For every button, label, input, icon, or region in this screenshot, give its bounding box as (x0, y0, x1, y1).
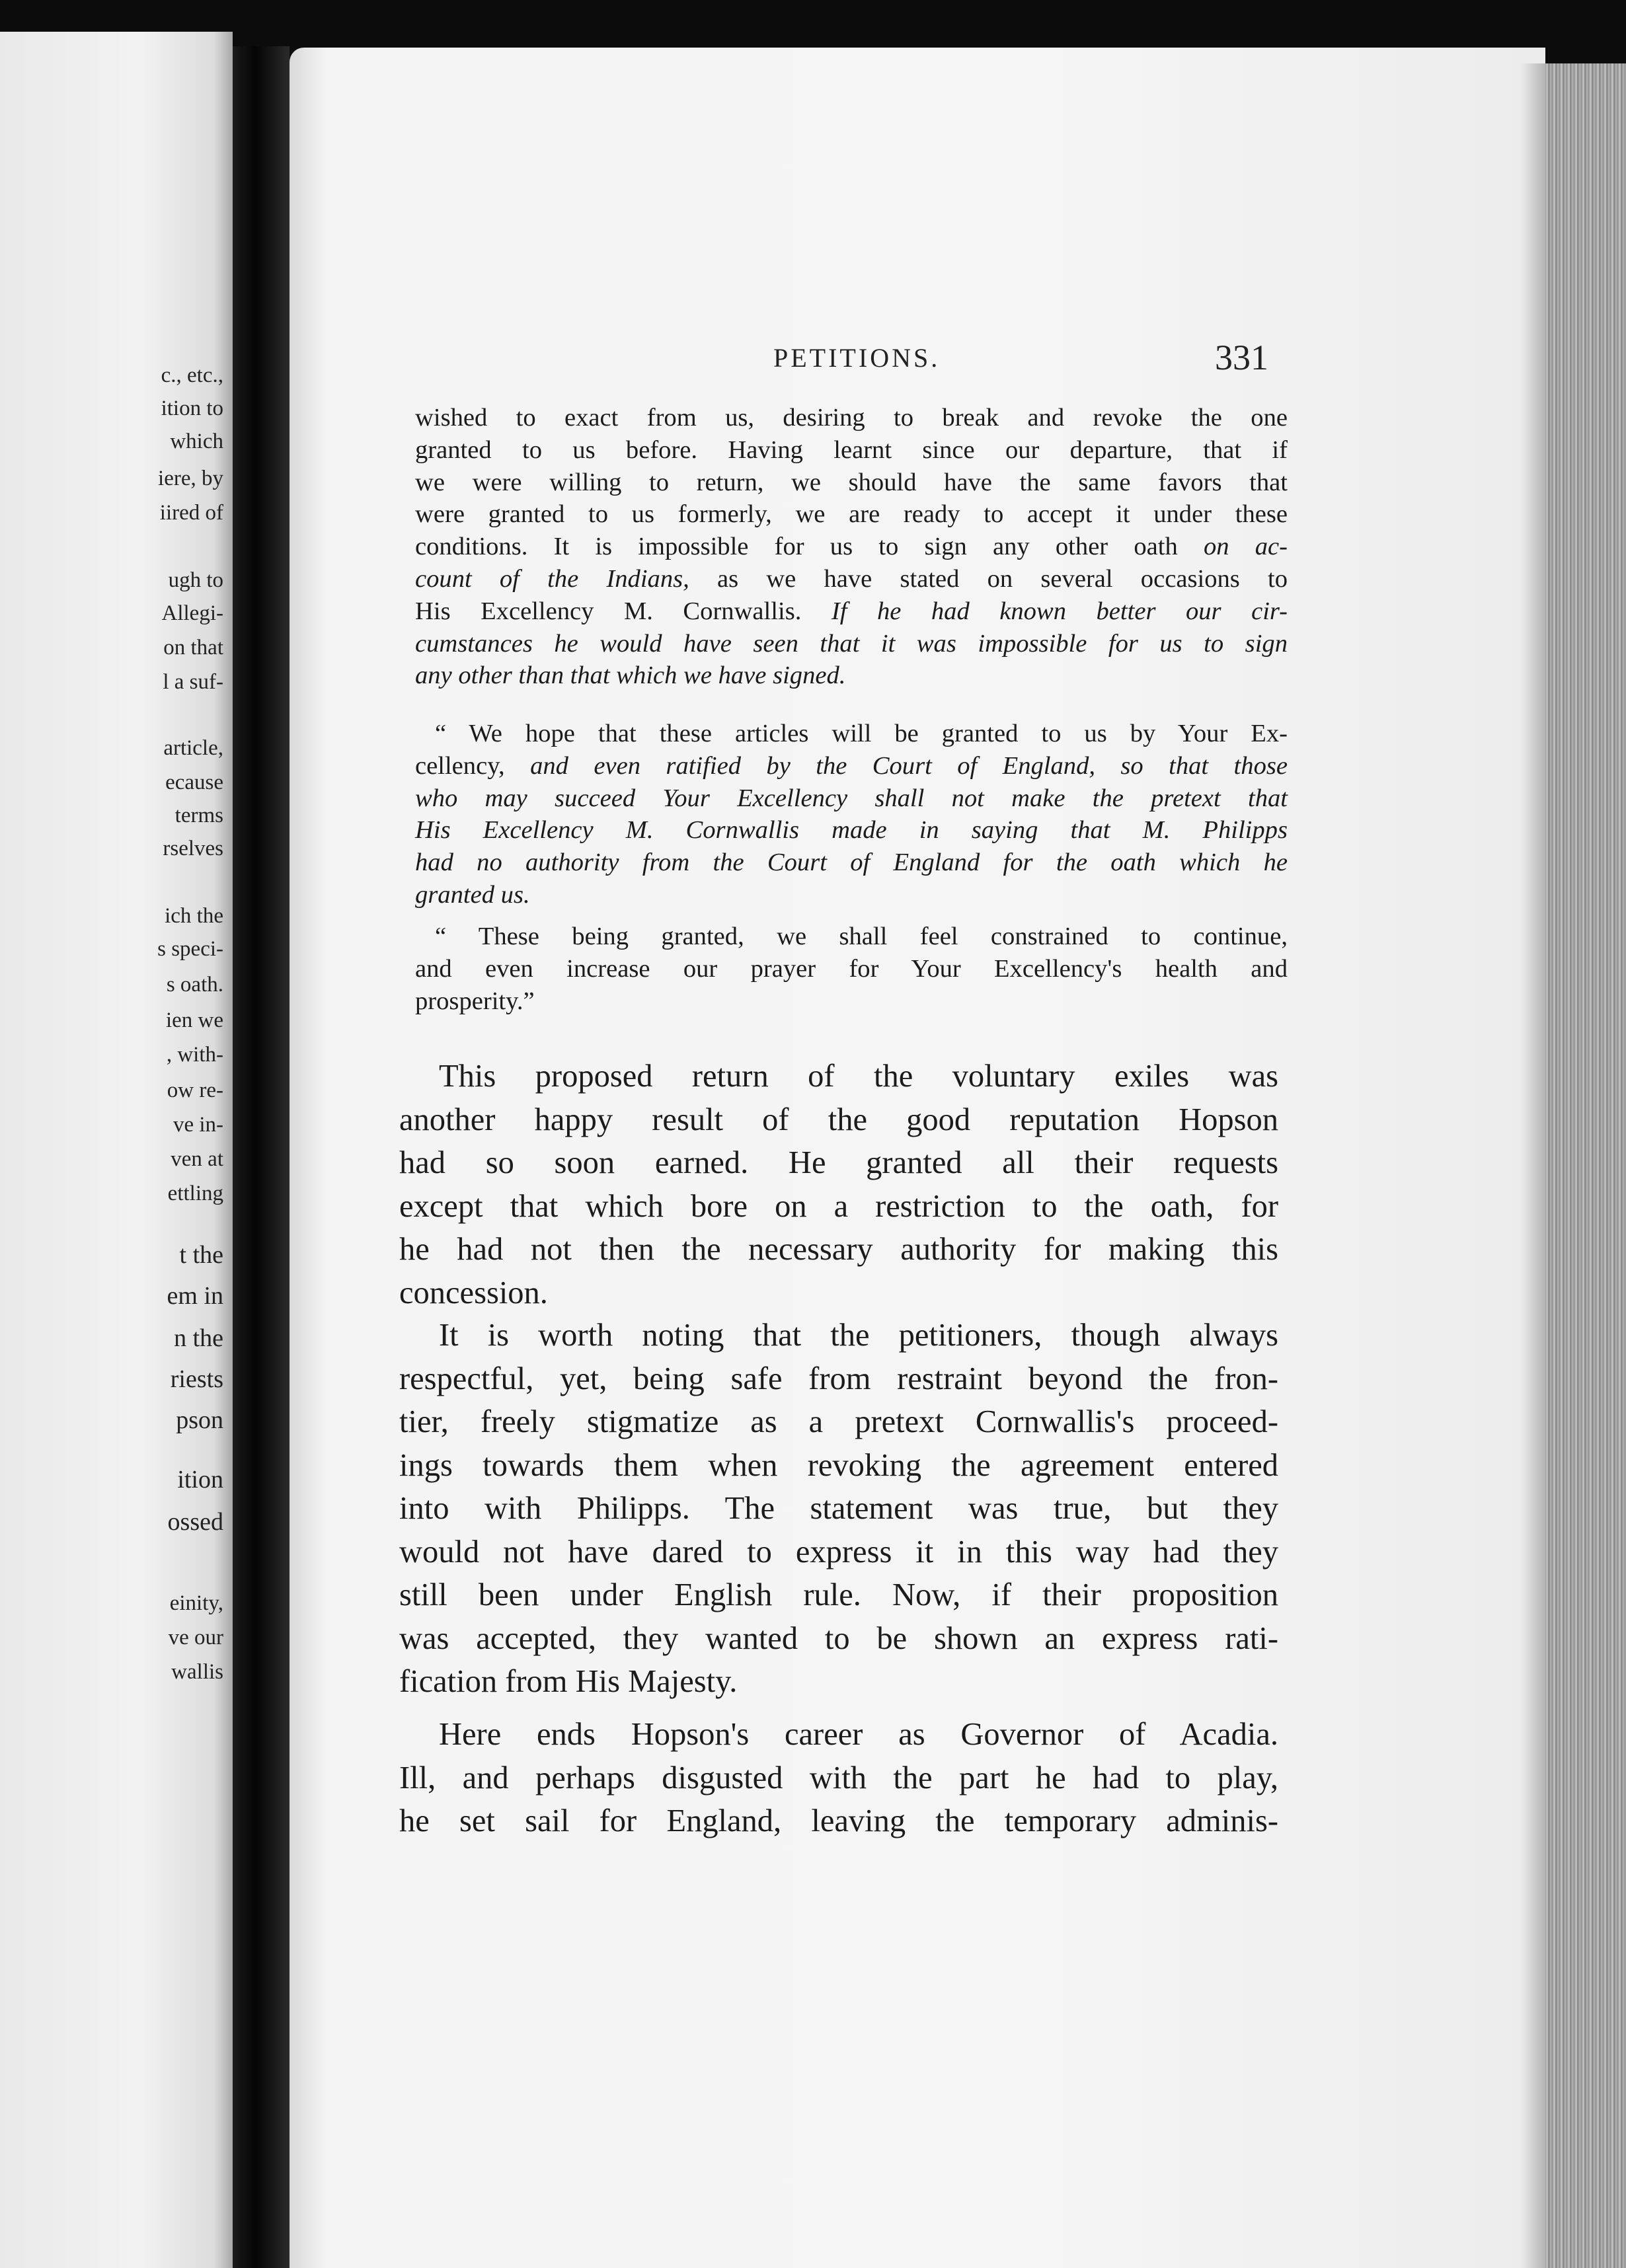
text-line (415, 782, 1288, 815)
text-line (415, 531, 1288, 563)
text-line: another happy result of the good reputation Hopson (399, 1102, 1278, 1137)
left-page-text-fragment: n the (174, 1324, 223, 1352)
left-page-text-fragment: ition (177, 1466, 223, 1493)
left-page-text-fragment: l a suf- (163, 670, 223, 694)
left-page-text-fragment: ich the (165, 904, 223, 928)
body-paragraph-1 (399, 1055, 1278, 1314)
running-head: PETITIONS. (773, 343, 941, 373)
text-line: ings towards them when revoking the agreement entered (399, 1447, 1278, 1483)
body-paragraph-2 (399, 1314, 1278, 1704)
quoted-petition-paragraph-2 (415, 718, 1288, 911)
text-line (415, 467, 1288, 499)
page-edge-shadow (1520, 63, 1547, 2268)
text-line: into with Philipps. The statement was true, but they (399, 1491, 1278, 1526)
text-line (415, 750, 1288, 782)
left-page-text-fragment: ve in- (173, 1113, 223, 1137)
text-line: Here ends Hopson's career as Governor of Acadia. (439, 1717, 1278, 1752)
quoted-petition-paragraph-3 (415, 921, 1288, 1017)
text-line: concession. (399, 1275, 548, 1310)
italic-text: who may succeed Your Excellency shall not make the pretext that (415, 784, 1288, 812)
left-page-text-fragment: pson (176, 1406, 223, 1434)
text-line: respectful, yet, being safe from restraint beyond the fron- (399, 1361, 1278, 1396)
line-text: “ We hope that these articles will be granted to us by Your Ex- (435, 720, 1288, 747)
line-text: were granted to us formerly, we are ready to accept it under these (415, 500, 1288, 529)
left-page-text-fragment: on that (163, 636, 223, 660)
text-line: still been under English rule. Now, if their proposition (399, 1577, 1278, 1612)
text-line: he set sail for England, leaving the temporary adminis- (399, 1803, 1278, 1838)
text-line: It is worth noting that the petitioners, though always (439, 1318, 1278, 1353)
text-line: This proposed return of the voluntary exiles was (439, 1059, 1278, 1094)
left-page-text-fragment: iere, by (158, 467, 223, 490)
italic-text: granted us. (415, 880, 530, 909)
left-page-text-fragment: ien we (165, 1008, 223, 1032)
left-page-text-fragment: t the (179, 1241, 223, 1269)
text-line: he had not then the necessary authority for making this (399, 1232, 1278, 1267)
page-number: 331 (1215, 338, 1268, 377)
text-line (415, 628, 1288, 660)
text-line (415, 879, 1288, 911)
text-line: prosperity.” (415, 987, 535, 1015)
left-page-text-fragment: em in (167, 1282, 223, 1310)
text-line (415, 563, 1288, 595)
page-stack-edges (1545, 63, 1626, 2268)
left-page-text-fragment: wallis (171, 1660, 223, 1684)
left-page-text-fragment: Allegi- (161, 601, 223, 625)
text-line (415, 814, 1288, 847)
left-page-text-fragment: iired of (159, 501, 223, 525)
text-line (415, 660, 1288, 692)
text-line: would not have dared to express it in this way had they (399, 1534, 1278, 1569)
left-page-text-fragment: , with- (166, 1043, 223, 1067)
line-text: cellency, (415, 751, 531, 780)
left-page-text-fragment: s speci- (157, 937, 223, 961)
text-line (415, 498, 1288, 531)
left-page-text-fragment: ven at (171, 1147, 223, 1171)
text-line (415, 595, 1288, 628)
text-line: and even increase our prayer for Your Excellency's health and (415, 954, 1288, 983)
line-text: granted to us before. Having learnt since our departure, that if (415, 435, 1288, 464)
left-page-text-fragment: ve our (168, 1626, 223, 1649)
left-page-text-fragment: which (170, 430, 223, 453)
left-page-text-fragment: ition to (161, 397, 223, 420)
text-line (415, 402, 1288, 434)
italic-text: and even ratified by the Court of England, so that those (530, 751, 1288, 780)
text-line (415, 434, 1288, 467)
quoted-petition-paragraph-1 (415, 402, 1288, 692)
text-line: “ These being granted, we shall feel constrained to continue, (435, 923, 1288, 950)
left-page-text-fragment: ossed (167, 1508, 223, 1536)
text-line (415, 718, 1288, 750)
italic-text: cumstances he would have seen that it was impossible for us to sign (415, 629, 1288, 658)
left-page-text-fragment: article, (163, 736, 223, 760)
left-page-text-fragment: riests (170, 1365, 223, 1393)
text-line: was accepted, they wanted to be shown an express rati- (399, 1620, 1278, 1656)
italic-text: If he had known better our cir- (831, 597, 1288, 625)
italic-text: had no authority from the Court of England for the oath which he (415, 849, 1288, 877)
text-line: tier, freely stigmatize as a pretext Cornwallis's proceed- (399, 1404, 1278, 1439)
italic-text: on ac- (1203, 533, 1288, 561)
line-text: His Excellency M. Cornwallis. (415, 597, 832, 625)
text-line: fication from His Majesty. (399, 1664, 738, 1699)
left-page-text-fragment: c., etc., (161, 363, 223, 387)
body-paragraph-3 (399, 1713, 1278, 1843)
left-page-text-fragment: einity, (169, 1591, 223, 1615)
left-facing-page (0, 32, 233, 2268)
line-text: conditions. It is impossible for us to sign any other oath (415, 533, 1204, 561)
left-page-text-fragment: ettling (167, 1182, 223, 1205)
left-page-text-fragment: ow re- (167, 1078, 223, 1102)
left-page-text-fragment: ecause (165, 771, 223, 794)
line-text: as we have stated on several occasions to (689, 564, 1288, 593)
italic-text: count of the Indians, (415, 564, 689, 593)
line-text: wished to exact from us, desiring to break and revoke the one (415, 404, 1288, 432)
left-page-text-fragment: s oath. (166, 973, 223, 997)
text-line: had so soon earned. He granted all their requests (399, 1145, 1278, 1180)
italic-text: any other than that which we have signed. (415, 662, 846, 690)
book-gutter (233, 46, 290, 2268)
text-line: except that which bore on a restriction to the oath, for (399, 1188, 1278, 1224)
left-page-text-fragment: ugh to (168, 568, 223, 592)
text-line (415, 847, 1288, 879)
left-page-text-fragment: rselves (163, 837, 223, 860)
line-text: we were willing to return, we should have the same favors that (415, 468, 1288, 496)
left-page-text-fragment: terms (174, 804, 223, 827)
text-line: Ill, and perhaps disgusted with the part he had to play, (399, 1760, 1278, 1796)
italic-text: His Excellency M. Cornwallis made in saying that M. Philipps (415, 816, 1288, 845)
